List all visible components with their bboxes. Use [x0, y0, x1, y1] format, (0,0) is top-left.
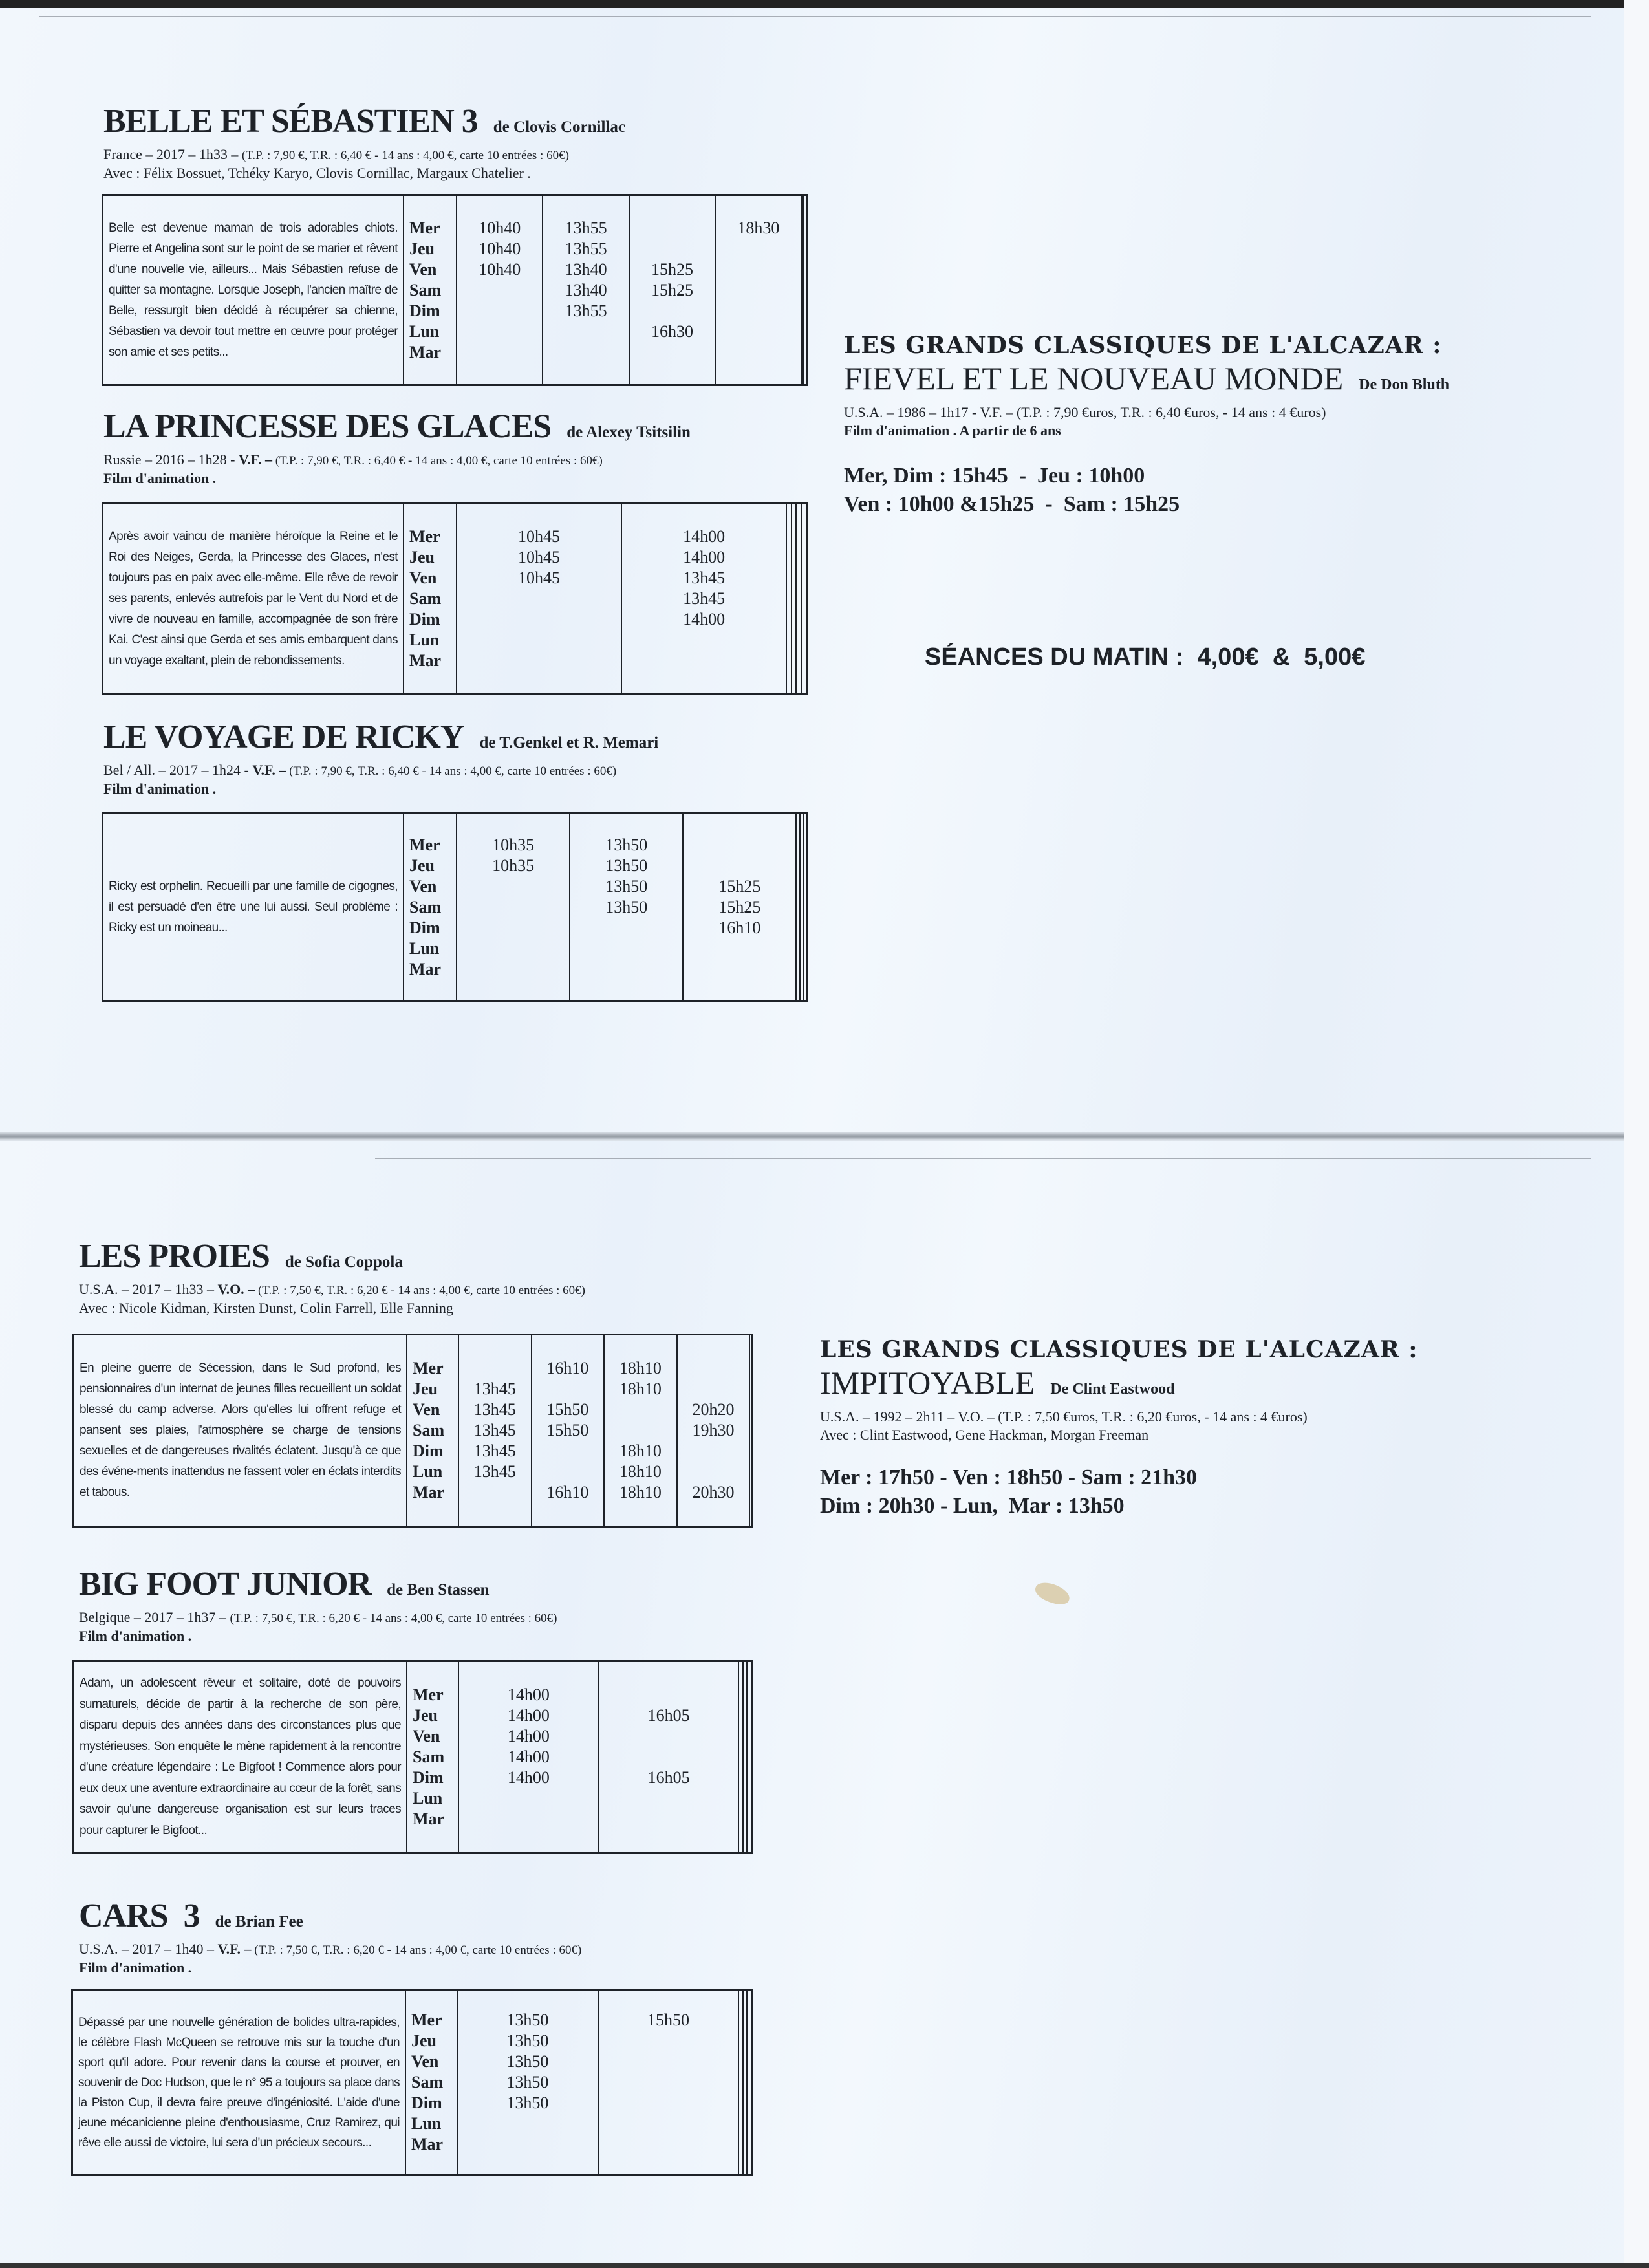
synopsis: Adam, un adolescent rêveur et solitaire, doté de pouvoirs surnaturels, décide de partir à la recherche de son père, disparu depuis des années dans des circonstances plus que mystérieuses. Son enquête le mène rapidement à la rencontre d'une créature légendaire : Le Bigfoot ! Commence alors pour eux deux une aventure extraordinaire au cœur de la forêt, sans savoir qu'une dangereuse organisation est sur leurs traces pour capturer le Bigfoot... [80, 1676, 401, 1837]
film-info: U.S.A. – 2017 – 1h33 – V.O. – (T.P. : 7,50 €, T.R. : 6,20 € - 14 ans : 4,00 €, carte 10 entrées : 60€) [79, 1281, 585, 1297]
showtime-column: 10h40 10h40 10h40 [457, 195, 543, 385]
showtime-column: 15h25 15h25 16h30 [629, 195, 715, 385]
showtime-column: 10h45 10h45 10h45 [457, 504, 621, 695]
film-block-big-foot-junior [79, 1566, 557, 1645]
film-genre: Film d'animation . [103, 470, 217, 486]
film-cast: Avec : Félix Bossuet, Tchéky Karyo, Clovis Cornillac, Margaux Chatelier . [103, 165, 531, 181]
showtime-column: 10h35 10h35 [457, 813, 570, 1002]
showtime-column [792, 504, 797, 695]
showtime-column [804, 195, 807, 385]
schedule-table [72, 1334, 753, 1528]
film-info: U.S.A. – 2017 – 1h40 – V.F. – (T.P. : 7,50 €, T.R. : 6,20 € - 14 ans : 4,00 €, carte 10 entrées : 60€) [79, 1941, 582, 1957]
classic-title: FIEVEL ET LE NOUVEAU MONDE De Don Bluth [844, 360, 1450, 396]
showtime-column: 13h45 13h45 13h45 13h45 13h45 [458, 1335, 532, 1527]
synopsis: Après avoir vaincu de manière héroïque la Reine et le Roi des Neiges, Gerda, la Princesse des Glaces, n'est toujours pas en paix avec elle-même. Elle rêve de revoir ses parents, enlevés autrefois par le Vent du Nord et de vivre de nouveau en famille, accompagnée de son frère Kai. C'est ainsi que Gerda et ses amis embarquent dans un voyage exaltant, plein de rebondissements. [109, 530, 398, 667]
classic-title: IMPITOYABLE De Clint Eastwood [820, 1365, 1175, 1401]
classic-block-fievel [844, 331, 1449, 519]
film-director: de Alexey Tsitsilin [566, 424, 691, 441]
schedule-table [102, 502, 808, 695]
showtime-column: 15h50 [598, 1990, 739, 2176]
synopsis: En pleine guerre de Sécession, dans le Sud profond, les pensionnaires d'un internat de jeunes filles recueillent un soldat blessé du camp adverse. Alors qu'elles lui offrent refuge et pansent ses plaies, l'atmosphère se charge de tensions sexuelles et de dangereuses rivalités éclatent. Jusqu'à ce que des événe-ments inattendus ne fassent voler en éclats interdits et tabous. [80, 1361, 401, 1499]
classic-showtimes: Mer : 17h50 - Ven : 18h50 - Sam : 21h30 Dim : 20h30 - Lun, Mar : 13h50 [820, 1465, 1198, 1518]
film-block-princesse-des-glaces [103, 409, 691, 487]
film-director: de Sofia Coppola [285, 1253, 403, 1271]
scan-top-edge [0, 0, 1649, 8]
film-block-les-proies [79, 1238, 585, 1317]
scan-right-edge [1624, 0, 1649, 2268]
page-seam [0, 1132, 1649, 1141]
film-genre: Film d'animation . [79, 1628, 192, 1644]
showtime-column: 13h50 13h50 13h50 13h50 [570, 813, 683, 1002]
showtime-column: 16h05 16h05 [599, 1661, 739, 1853]
showtime-column: 14h00 14h00 13h45 13h45 14h00 [621, 504, 786, 695]
scan-bottom-edge [0, 2263, 1649, 2268]
showtime-column: 14h00 14h00 14h00 14h00 14h00 [458, 1661, 599, 1853]
fold-line-top [39, 16, 1591, 17]
day-column: Mer Jeu Ven Sam Dim Lun Mar [404, 195, 457, 385]
film-info: Bel / All. – 2017 – 1h24 - V.F. – (T.P. : 7,90 €, T.R. : 6,40 € - 14 ans : 4,00 €, carte 10 entrées : 60€) [103, 762, 617, 778]
showtime-column [801, 504, 808, 695]
film-director: de T.Genkel et R. Memari [479, 734, 659, 751]
morning-sessions-price: SÉANCES DU MATIN : 4,00€ & 5,00€ [925, 643, 1366, 671]
showtime-column [749, 1335, 752, 1527]
classic-block-impitoyable [820, 1335, 1418, 1520]
schedule-table [71, 1989, 753, 2176]
schedule-table [102, 812, 808, 1002]
classic-director: De Don Bluth [1359, 376, 1450, 393]
classic-showtimes: Mer, Dim : 15h45 - Jeu : 10h00 Ven : 10h00 &15h25 - Sam : 15h25 [844, 464, 1180, 516]
showtime-column: 16h10 15h50 15h50 16h10 [532, 1335, 605, 1527]
film-title: LE VOYAGE DE RICKY de T.Genkel et R. Memari [103, 718, 659, 755]
film-info: France – 2017 – 1h33 – (T.P. : 7,90 €, T.R. : 6,40 € - 14 ans : 4,00 €, carte 10 entrées : 60€) [103, 146, 569, 162]
synopsis: Ricky est orphelin. Recueilli par une famille de cigognes, il est persuadé d'en être une lui aussi. Seul problème : Ricky est un moineau... [109, 879, 398, 934]
classic-info: U.S.A. – 1992 – 2h11 – V.O. – (T.P. : 7,50 €uros, T.R. : 6,20 €uros, - 14 ans : 4 €uros) [820, 1409, 1308, 1425]
film-title: LA PRINCESSE DES GLACES de Alexey Tsitsilin [103, 408, 691, 445]
schedule-table [72, 1660, 753, 1854]
day-column: Mer Jeu Ven Sam Dim Lun Mar [407, 1661, 458, 1853]
film-title: CARS 3 de Brian Fee [79, 1897, 303, 1934]
film-block-voyage-de-ricky [103, 719, 658, 797]
day-column: Mer Jeu Ven Sam Dim Lun Mar [405, 1990, 457, 2176]
showtime-column: 15h25 15h25 16h10 [683, 813, 796, 1002]
film-director: de Clovis Cornillac [493, 118, 625, 136]
film-genre: Film d'animation . [79, 1960, 192, 1976]
classic-cast: Avec : Clint Eastwood, Gene Hackman, Morgan Freeman [820, 1427, 1149, 1443]
synopsis: Belle est devenue maman de trois adorables chiots. Pierre et Angelina sont sur le point de se marier et rêvent d'une nouvelle vie, ailleurs... Mais Sébastien refuse de quitter sa montagne. Lorsque Joseph, l'ancien maître de Belle, ressurgit bien décidé à récupérer sa chienne, Sébastien va devoir tout mettre en œuvre pour protéger son amie et ses petits... [109, 221, 398, 359]
film-title: BIG FOOT JUNIOR de Ben Stassen [79, 1566, 490, 1603]
day-column: Mer Jeu Ven Sam Dim Lun Mar [404, 813, 457, 1002]
schedule-table [102, 194, 808, 386]
showtime-column [803, 813, 808, 1002]
film-cast: Avec : Nicole Kidman, Kirsten Dunst, Colin Farrell, Elle Fanning [79, 1300, 453, 1316]
classics-header: LES GRANDS CLASSIQUES DE L'ALCAZAR : [820, 1336, 1418, 1363]
film-title: BELLE ET SÉBASTIEN 3 de Clovis Cornillac [103, 103, 625, 140]
synopsis: Dépassé par une nouvelle génération de bolides ultra-rapides, le célèbre Flash McQueen se retrouve mis sur la touche d'un sport qu'il adore. Pour revenir dans la course et prouver, en souvenir de Doc Hudson, que le n° 95 a toujours sa place dans la Piston Cup, il devra faire preuve d'ingéniosité. L'aide d'une jeune mécanicienne pleine d'enthousiasme, Cruz Ramirez, qui rêve elle aussi de victoire, lui sera d'un précieux secours... [78, 2015, 400, 2150]
film-block-belle-et-sebastien [103, 103, 625, 182]
classic-genre: Film d'animation . A partir de 6 ans [844, 422, 1061, 438]
classic-director: De Clint Eastwood [1050, 1381, 1175, 1398]
showtime-column: 18h30 [715, 195, 801, 385]
film-director: de Brian Fee [215, 1913, 303, 1930]
showtime-column: 13h50 13h50 13h50 13h50 13h50 [457, 1990, 598, 2176]
showtime-column [747, 1990, 752, 2176]
classic-info: U.S.A. – 1986 – 1h17 - V.F. – (T.P. : 7,90 €uros, T.R. : 6,40 €uros, - 14 ans : 4 €uros) [844, 404, 1326, 420]
film-director: de Ben Stassen [387, 1581, 490, 1599]
showtime-column: 18h10 18h10 18h10 18h10 18h10 [604, 1335, 677, 1527]
showtime-column [747, 1661, 752, 1853]
showtime-column: 20h20 19h30 20h30 [677, 1335, 750, 1527]
film-info: Belgique – 2017 – 1h37 – (T.P. : 7,50 €, T.R. : 6,20 € - 14 ans : 4,00 €, carte 10 entrées : 60€) [79, 1609, 557, 1625]
film-genre: Film d'animation . [103, 781, 217, 797]
classics-header: LES GRANDS CLASSIQUES DE L'ALCAZAR : [844, 332, 1442, 359]
day-column: Mer Jeu Ven Sam Dim Lun Mar [404, 504, 457, 695]
film-title: LES PROIES de Sofia Coppola [79, 1238, 403, 1275]
showtime-column [786, 504, 792, 695]
film-block-cars-3 [79, 1898, 581, 1976]
fold-line-bottom [375, 1158, 1591, 1159]
showtime-column: 13h55 13h55 13h40 13h40 13h55 [543, 195, 629, 385]
showtime-column [796, 504, 801, 695]
day-column: Mer Jeu Ven Sam Dim Lun Mar [407, 1335, 458, 1527]
film-info: Russie – 2016 – 1h28 - V.F. – (T.P. : 7,90 €, T.R. : 6,40 € - 14 ans : 4,00 €, carte 10 entrées : 60€) [103, 451, 603, 468]
